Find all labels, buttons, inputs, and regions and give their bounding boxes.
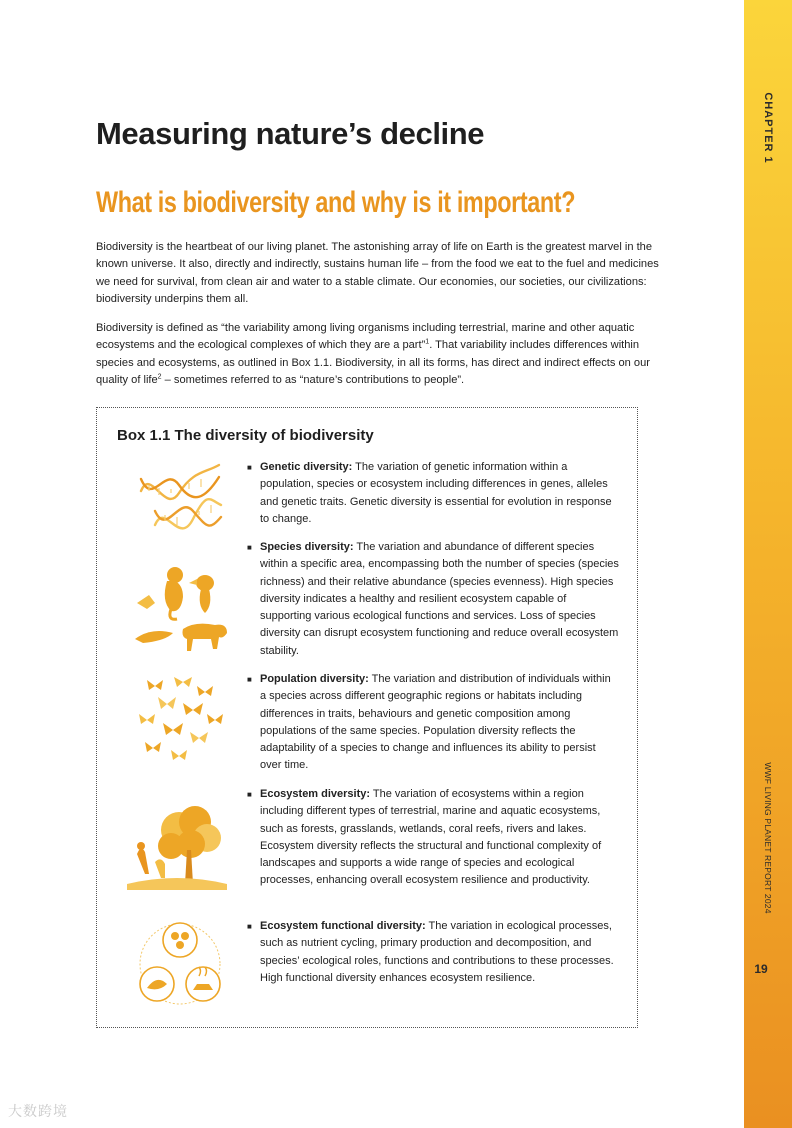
- species-diversity-item: ■ Species diversity: The variation and abundance of different species within a specific area, encompassing both the number of species (species richness) and their relative abundance (species evenness). High species diversity indicates a healthy and resilient ecosystem capable of supporting various ecological functions and services. Loss of species diversity can disrupt ecosystem functioning and reduce overall ecosystem stability.: [247, 541, 619, 657]
- dna-icon: [135, 455, 225, 545]
- bullet-icon: ■: [247, 543, 252, 552]
- bullet-icon: ■: [247, 463, 252, 472]
- butterflies-icon: [135, 676, 225, 764]
- bullet-icon: ■: [247, 922, 252, 931]
- bullet-icon: ■: [247, 675, 252, 684]
- page-number: 19: [754, 962, 768, 976]
- ecosystem-diversity-item: ■ Ecosystem diversity: The variation of ecosystems within a region including different types of terrestrial, marine and aquatic ecosystems, such as forests, grasslands, wetlands, coral reefs, rivers and lakes. Ecosystem diversity reflects the structural and functional complexity of landscapes and supports a wide range of species and ecological processes, enhancing overall ecosystem resilience and productivity.: [247, 788, 602, 887]
- page-title: Measuring nature’s decline: [96, 116, 485, 151]
- intro-paragraph: Biodiversity is the heartbeat of our living planet. The astonishing array of life on Earth is the greatest marvel in the known universe. It also, directly and indirectly, sustains human life – from the food we eat to the fuel and medicines we need for survival, from clean air and water to a stable climate. Our economies, our societies, our civilizations: biodiversity underpins them all.: [96, 241, 659, 306]
- functional-diversity-item: ■ Ecosystem functional diversity: The variation in ecological processes, such as nutrient cycling, primary production and decomposition, and species’ ecological roles, functions and contributions to these processes. High functional diversity enhances ecosystem resilience.: [247, 920, 614, 984]
- ecosystem-icon: [127, 800, 227, 890]
- chapter-sidebar: [744, 0, 792, 1128]
- cycle-icon: [135, 918, 225, 1010]
- section-heading: What is biodiversity and why is it important?: [96, 186, 576, 219]
- chapter-label: CHAPTER 1: [762, 92, 774, 164]
- genetic-diversity-item: ■ Genetic diversity: The variation of genetic information within a population, species or ecosystem including differences in genes, alleles and genetic traits. Genetic diversity is essential for evolution in response to change.: [247, 461, 612, 525]
- diversity-box: [96, 407, 638, 1028]
- report-label: WWF LIVING PLANET REPORT 2024: [763, 762, 773, 914]
- definition-paragraph: Biodiversity is defined as “the variability among living organisms including terrestrial, marine and other aquatic ecosystems and the ecological complexes of which they are a part”$^1$. That variability includes differences within species and ecosystems, as outlined in Box 1.1. Biodiversity, in all its forms, has direct and indirect effects on our quality of life$^2$ – sometimes referred to as “nature’s contributions to people”.: [96, 322, 650, 387]
- reference-2[interactable]: 2: [157, 373, 162, 381]
- animals-icon: [131, 563, 231, 655]
- reference-1[interactable]: 1: [425, 338, 430, 346]
- bullet-icon: ■: [247, 790, 252, 799]
- population-diversity-item: ■ Population diversity: The variation and distribution of individuals within a species across different geographic regions or habitats including differences in traits, behaviours and genetic composition among populations of the same species. Population diversity reflects the adaptability of a species to change and influences its ability to persist over time.: [247, 673, 611, 772]
- box-title: Box 1.1 The diversity of biodiversity: [117, 427, 374, 444]
- watermark: 大数跨境: [8, 1103, 68, 1119]
